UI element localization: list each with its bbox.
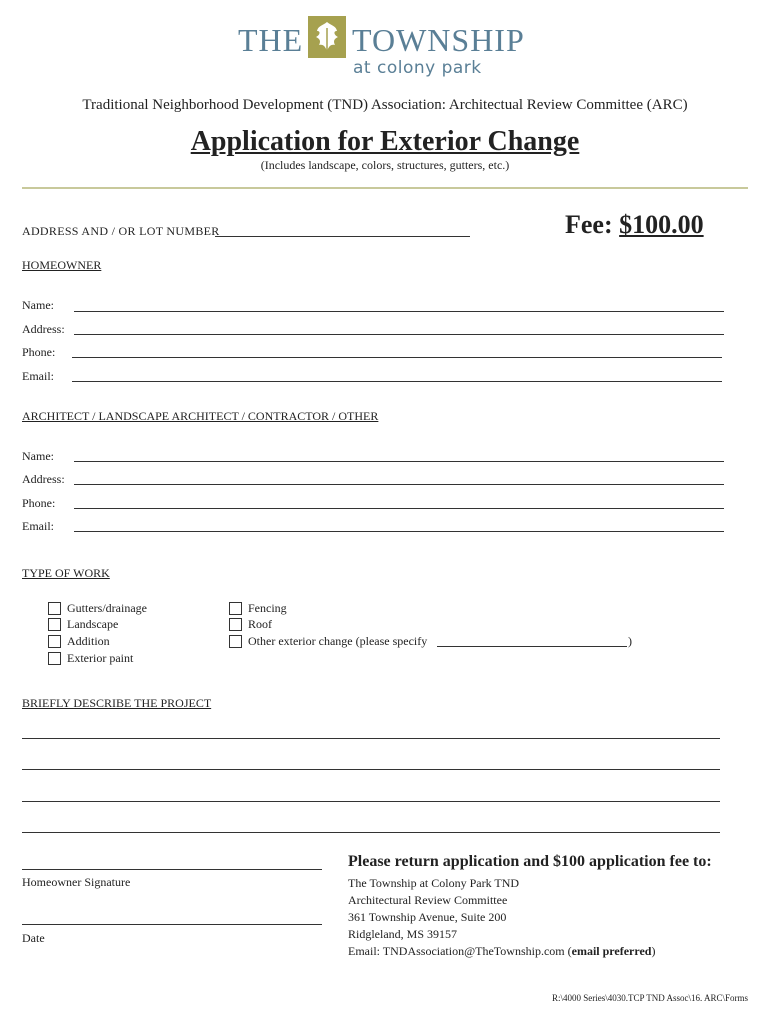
architect-address-label: Address: [22,472,65,486]
roof-checkbox[interactable] [229,618,242,631]
return-address-line-4: Ridgleland, MS 39157 [348,927,458,941]
date-label: Date [22,931,45,945]
type-of-work-heading: TYPE OF WORK [22,566,110,580]
homeowner-address-label: Address: [22,322,65,336]
exterior-paint-checkbox[interactable] [48,652,61,665]
fencing-label: Fencing [248,601,287,615]
township-logo [238,14,538,78]
header-divider [22,187,748,189]
address-lot-label: ADDRESS AND / OR LOT NUMBER [22,224,220,238]
logo-subtitle: at colony park [353,58,482,78]
logo-word-township: TOWNSHIP [352,22,525,58]
homeowner-signature-field[interactable] [22,869,322,870]
architect-phone-label: Phone: [22,496,56,510]
architect-phone-field[interactable] [74,508,724,509]
describe-line-2[interactable] [22,769,720,770]
fee-label: Fee: [565,210,613,239]
fee-amount: $100.00 [619,210,704,239]
other-exterior-specify-field[interactable] [437,646,627,647]
architect-name-label: Name: [22,449,54,463]
homeowner-heading: HOMEOWNER [22,258,102,272]
return-address-line-1: The Township at Colony Park TND [348,876,520,890]
landscape-checkbox[interactable] [48,618,61,631]
logo-word-the: THE [238,22,304,58]
return-address-line-3: 361 Township Avenue, Suite 200 [348,910,507,924]
return-heading: Please return application and $100 application fee to: [348,853,712,870]
association-line: Traditional Neighborhood Development (TND) Association: Architectual Review Committee (ARC) [82,97,688,113]
email-prefix: Email: TNDAssociation@TheTownship.com ( [348,944,572,958]
homeowner-phone-field[interactable] [72,357,722,358]
describe-line-4[interactable] [22,832,720,833]
page-title: Application for Exterior Change [190,126,580,157]
describe-line-3[interactable] [22,801,720,802]
other-exterior-label: Other exterior change (please specify [248,634,428,648]
oak-leaf-icon [308,16,346,58]
email-suffix: ) [651,944,656,958]
roof-label: Roof [248,617,272,631]
address-lot-field[interactable] [215,236,470,237]
other-exterior-checkbox[interactable] [229,635,242,648]
includes-note: (Includes landscape, colors, structures, gutters, etc.) [260,158,510,172]
homeowner-email-label: Email: [22,369,54,383]
footer-file-path: R:\4000 Series\4030.TCP TND Assoc\16. ARC\Forms [551,993,748,1003]
addition-checkbox[interactable] [48,635,61,648]
architect-address-field[interactable] [74,484,724,485]
architect-heading: ARCHITECT / LANDSCAPE ARCHITECT / CONTRACTOR / OTHER [22,409,379,423]
fencing-checkbox[interactable] [229,602,242,615]
architect-email-field[interactable] [74,531,724,532]
other-exterior-close: ) [628,634,632,648]
architect-name-field[interactable] [74,461,724,462]
describe-heading: BRIEFLY DESCRIBE THE PROJECT [22,696,212,710]
homeowner-phone-label: Phone: [22,345,56,359]
describe-line-1[interactable] [22,738,720,739]
email-preferred: email preferred [571,944,652,958]
addition-label: Addition [67,634,110,648]
return-address-line-2: Architectural Review Committee [348,893,508,907]
return-email-line [348,944,655,959]
landscape-label: Landscape [67,617,119,631]
gutters-checkbox[interactable] [48,602,61,615]
date-field[interactable] [22,924,322,925]
homeowner-email-field[interactable] [72,381,722,382]
architect-email-label: Email: [22,519,54,533]
gutters-label: Gutters/drainage [67,601,147,615]
homeowner-address-field[interactable] [74,334,724,335]
homeowner-signature-label: Homeowner Signature [22,875,131,889]
exterior-paint-label: Exterior paint [67,651,134,665]
fee-display [565,210,704,240]
homeowner-name-field[interactable] [74,311,724,312]
homeowner-name-label: Name: [22,298,54,312]
